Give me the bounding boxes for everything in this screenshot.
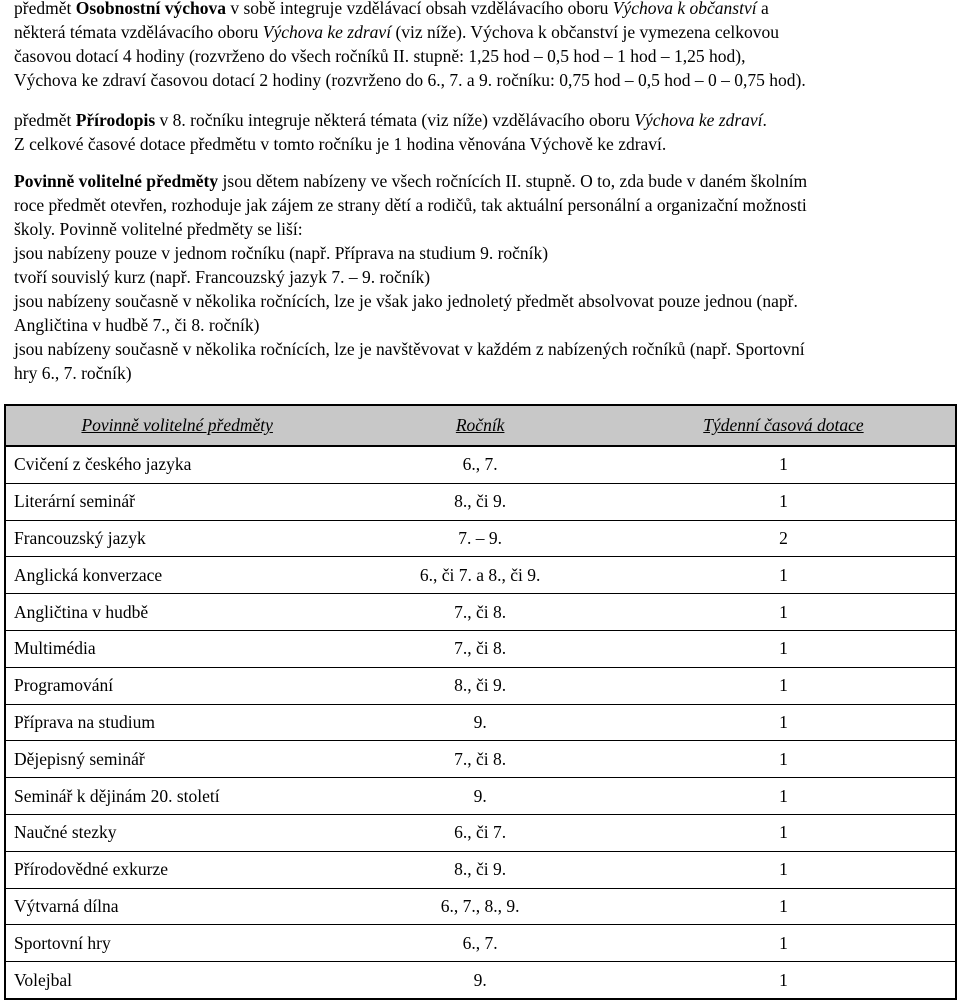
- table-row: [5, 483, 956, 520]
- cell-subject: Literární seminář: [5, 483, 348, 520]
- para1-line1: předmět Osobnostní výchova v sobě integruje vzdělávací obsah vzdělávacího oboru Výchova k občanství a: [14, 0, 769, 18]
- cell-weekly-hours: 1: [612, 557, 956, 594]
- table-row: [5, 925, 956, 962]
- cell-grade: 8., či 9.: [348, 483, 612, 520]
- cell-grade: 8., či 9.: [348, 851, 612, 888]
- table-row: [5, 667, 956, 704]
- subject-name-osobnostni-vychova: Osobnostní výchova: [75, 0, 226, 18]
- cell-weekly-hours: 1: [612, 851, 956, 888]
- cell-grade: 6., 7.: [348, 446, 612, 483]
- cell-weekly-hours: 1: [612, 962, 956, 999]
- field-name-vychova-k-obcanstvi: Výchova k občanství: [612, 0, 757, 18]
- para2-line2: Z celkové časové dotace předmětu v tomto ročníku je 1 hodina věnována Výchově ke zdraví.: [14, 134, 667, 154]
- table-row: [5, 520, 956, 557]
- table-row: [5, 778, 956, 815]
- table-row: [5, 962, 956, 999]
- para1-line4: Výchova ke zdraví časovou dotací 2 hodiny (rozvrženo do 6., 7. a 9. ročníku: 0,75 hod – 0,5 hod – 0 – 0,75 hod).: [14, 70, 806, 90]
- para1-line2: některá témata vzdělávacího oboru Výchova ke zdraví (viz níže). Výchova k občanství je vymezena celkovou: [14, 22, 780, 42]
- para3-line6: jsou nabízeny současně v několika ročnících, lze je však jako jednoletý předmět absolvovat pouze jednou (např.: [14, 291, 798, 311]
- cell-grade: 6., či 7.: [348, 814, 612, 851]
- cell-grade: 7., či 8.: [348, 630, 612, 667]
- para3-line2: roce předmět otevřen, rozhoduje jak zájem ze strany dětí a rodičů, tak aktuální personální a organizační možnosti: [14, 195, 807, 215]
- para1-line3: časovou dotací 4 hodiny (rozvrženo do všech ročníků II. stupně: 1,25 hod – 0,5 hod – 1 hod – 1,25 hod),: [14, 46, 746, 66]
- para3-line5: tvoří souvislý kurz (např. Francouzský jazyk 7. – 9. ročník): [14, 267, 431, 287]
- table-row: [5, 814, 956, 851]
- term-povinne-volitelne-predmety: Povinně volitelné předměty: [14, 171, 219, 191]
- cell-weekly-hours: 1: [612, 925, 956, 962]
- para3-line8: jsou nabízeny současně v několika ročnících, lze je navštěvovat v každém z nabízených ročníků (např. Sportovní: [14, 339, 805, 359]
- cell-weekly-hours: 1: [612, 778, 956, 815]
- cell-subject: Výtvarná dílna: [5, 888, 348, 925]
- cell-subject: Sportovní hry: [5, 925, 348, 962]
- cell-subject: Volejbal: [5, 962, 348, 999]
- field-name-vychova-ke-zdravi: Výchova ke zdraví: [262, 22, 392, 42]
- cell-weekly-hours: 1: [612, 630, 956, 667]
- cell-weekly-hours: 1: [612, 704, 956, 741]
- cell-grade: 7. – 9.: [348, 520, 612, 557]
- cell-grade: 6., 7., 8., 9.: [348, 888, 612, 925]
- table-row: [5, 630, 956, 667]
- cell-weekly-hours: 2: [612, 520, 956, 557]
- cell-weekly-hours: 1: [612, 741, 956, 778]
- cell-weekly-hours: 1: [612, 667, 956, 704]
- table-header-row: [5, 405, 956, 446]
- para3-line4: jsou nabízeny pouze v jednom ročníku (např. Příprava na studium 9. ročník): [14, 243, 549, 263]
- paragraph-osobnostni-vychova: [14, 0, 954, 92]
- table-row: [5, 557, 956, 594]
- para2-line1: předmět Přírodopis v 8. ročníku integruje některá témata (viz níže) vzdělávacího oboru Výchova ke zdraví.: [14, 110, 767, 130]
- cell-weekly-hours: 1: [612, 814, 956, 851]
- header-weekly-hours: Týdenní časová dotace: [612, 405, 956, 446]
- table-row: [5, 741, 956, 778]
- header-subject: Povinně volitelné předměty: [5, 405, 348, 446]
- para3-line1: Povinně volitelné předměty jsou dětem nabízeny ve všech ročnících II. stupně. O to, zda bude v daném školním: [14, 171, 808, 191]
- cell-weekly-hours: 1: [612, 446, 956, 483]
- cell-grade: 7., či 8.: [348, 741, 612, 778]
- cell-grade: 6., 7.: [348, 925, 612, 962]
- paragraph-prirodopis: [14, 108, 954, 156]
- cell-subject: Přírodovědné exkurze: [5, 851, 348, 888]
- cell-subject: Programování: [5, 667, 348, 704]
- cell-subject: Anglická konverzace: [5, 557, 348, 594]
- table-row: [5, 594, 956, 631]
- cell-subject: Naučné stezky: [5, 814, 348, 851]
- cell-grade: 9.: [348, 962, 612, 999]
- cell-weekly-hours: 1: [612, 888, 956, 925]
- para3-line9: hry 6., 7. ročník): [14, 363, 132, 383]
- table-body: [5, 446, 956, 999]
- cell-subject: Příprava na studium: [5, 704, 348, 741]
- cell-grade: 6., či 7. a 8., či 9.: [348, 557, 612, 594]
- table-row: [5, 446, 956, 483]
- cell-subject: Francouzský jazyk: [5, 520, 348, 557]
- table-row: [5, 704, 956, 741]
- table-row: [5, 888, 956, 925]
- cell-subject: Cvičení z českého jazyka: [5, 446, 348, 483]
- cell-subject: Dějepisný seminář: [5, 741, 348, 778]
- cell-weekly-hours: 1: [612, 483, 956, 520]
- cell-subject: Angličtina v hudbě: [5, 594, 348, 631]
- para3-line3: školy. Povinně volitelné předměty se liší:: [14, 219, 303, 239]
- cell-grade: 7., či 8.: [348, 594, 612, 631]
- paragraph-povinne-volitelne: [14, 169, 954, 385]
- cell-subject: Multimédia: [5, 630, 348, 667]
- cell-weekly-hours: 1: [612, 594, 956, 631]
- cell-grade: 8., či 9.: [348, 667, 612, 704]
- elective-subjects-table: [4, 404, 957, 1000]
- para3-line7: Angličtina v hudbě 7., či 8. ročník): [14, 315, 260, 335]
- cell-subject: Seminář k dějinám 20. století: [5, 778, 348, 815]
- field-name-vychova-ke-zdravi-2: Výchova ke zdraví: [634, 110, 763, 130]
- cell-grade: 9.: [348, 778, 612, 815]
- subject-name-prirodopis: Přírodopis: [75, 110, 156, 130]
- table-row: [5, 851, 956, 888]
- header-grade: Ročník: [348, 405, 612, 446]
- cell-grade: 9.: [348, 704, 612, 741]
